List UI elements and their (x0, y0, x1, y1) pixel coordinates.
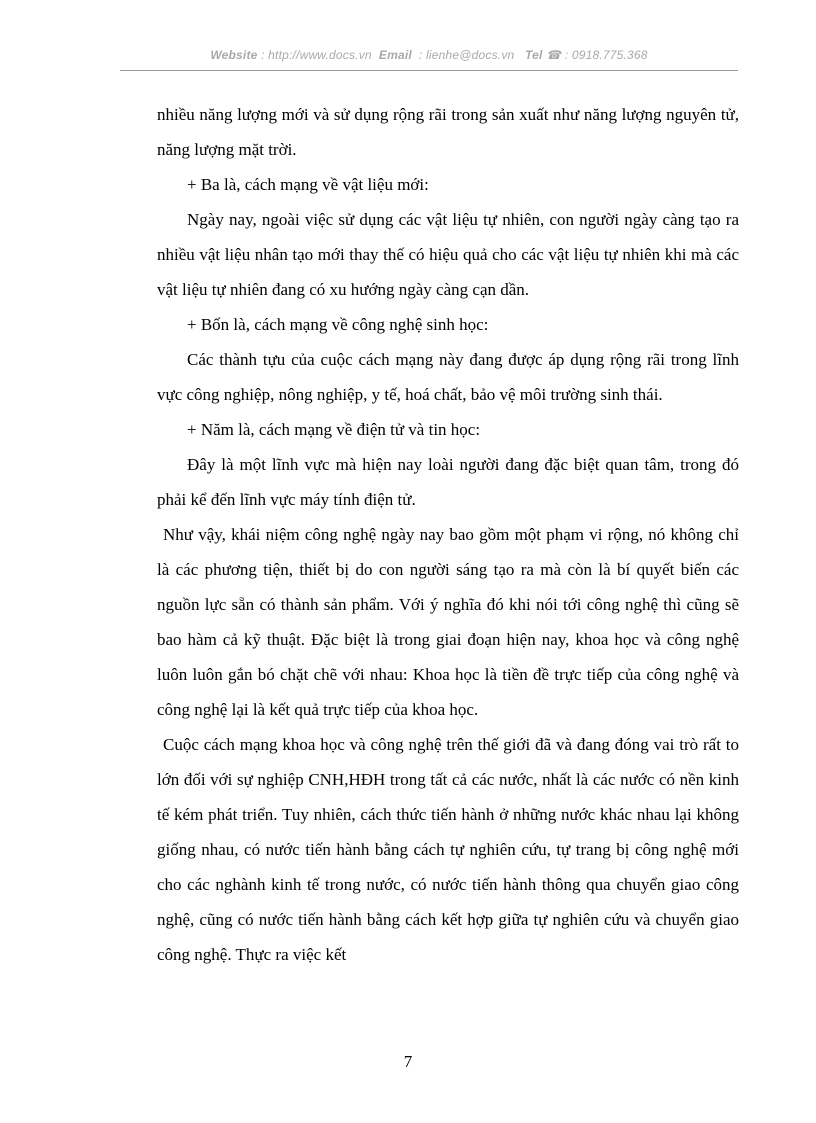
email-value: : lienhe@docs.vn (418, 48, 515, 62)
page-header (120, 48, 738, 62)
tel-value: ☎ : 0918.775.368 (546, 48, 648, 62)
tel-label: Tel (525, 48, 543, 62)
paragraph: Như vậy, khái niệm công nghệ ngày nay bao gồm một phạm vi rộng, nó không chỉ là các phương tiện, thiết bị do con người sáng tạo ra mà còn là bí quyết biến các nguồn lực sẵn có thành sản phẩm. Với ý nghĩa đó khi nói tới công nghệ thì cũng sẽ bao hàm cả kỹ thuật. Đặc biệt là trong giai đoạn hiện nay, khoa học và công nghệ luôn luôn gắn bó chặt chẽ với nhau: Khoa học là tiền đề trực tiếp của công nghệ và công nghệ lại là kết quả trực tiếp của khoa học. (157, 525, 739, 719)
website-label: Website (210, 48, 258, 62)
header-divider (120, 70, 738, 71)
paragraph: Cuộc cách mạng khoa học và công nghệ trên thế giới đã và đang đóng vai trò rất to lớn đối với sự nghiệp CNH,HĐH trong tất cả các nước, nhất là các nước có nền kinh tế kém phát triển. Tuy nhiên, cách thức tiến hành ở những nước khác nhau lại không giống nhau, có nước tiến hành bằng cách tự nghiên cứu, tự trang bị công nghệ mới cho các nghành kinh tế trong nước, có nước tiến hành thông qua chuyển giao công nghệ, cũng có nước tiến hành bằng cách kết hợp giữa tự nghiên cứu và chuyển giao công nghệ. Thực ra việc kết (157, 735, 739, 964)
paragraph: nhiều năng lượng mới và sử dụng rộng rãi trong sản xuất như năng lượng nguyên tử, năng lượng mặt trời. (157, 105, 739, 159)
paragraph: + Bốn là, cách mạng về công nghệ sinh học: (187, 315, 489, 334)
paragraph: + Ba là, cách mạng về vật liệu mới: (187, 175, 429, 194)
paragraph: Các thành tựu của cuộc cách mạng này đang được áp dụng rộng rãi trong lĩnh vực công nghiệp, nông nghiệp, y tế, hoá chất, bảo vệ môi trường sinh thái. (157, 350, 739, 404)
website-value: : http://www.docs.vn (261, 48, 372, 62)
email-label: Email (378, 48, 412, 62)
paragraph: Đây là một lĩnh vực mà hiện nay loài người đang đặc biệt quan tâm, trong đó phải kể đến lĩnh vực máy tính điện tử. (157, 455, 739, 509)
document-body (157, 97, 739, 972)
page-number: 7 (403, 1052, 413, 1071)
paragraph: Ngày nay, ngoài việc sử dụng các vật liệu tự nhiên, con người ngày càng tạo ra nhiều vật liệu nhân tạo mới thay thế có hiệu quả cho các vật liệu tự nhiên khi mà các vật liệu tự nhiên đang có xu hướng ngày càng cạn dần. (157, 210, 739, 299)
paragraph: + Năm là, cách mạng về điện tử và tin học: (187, 420, 481, 439)
